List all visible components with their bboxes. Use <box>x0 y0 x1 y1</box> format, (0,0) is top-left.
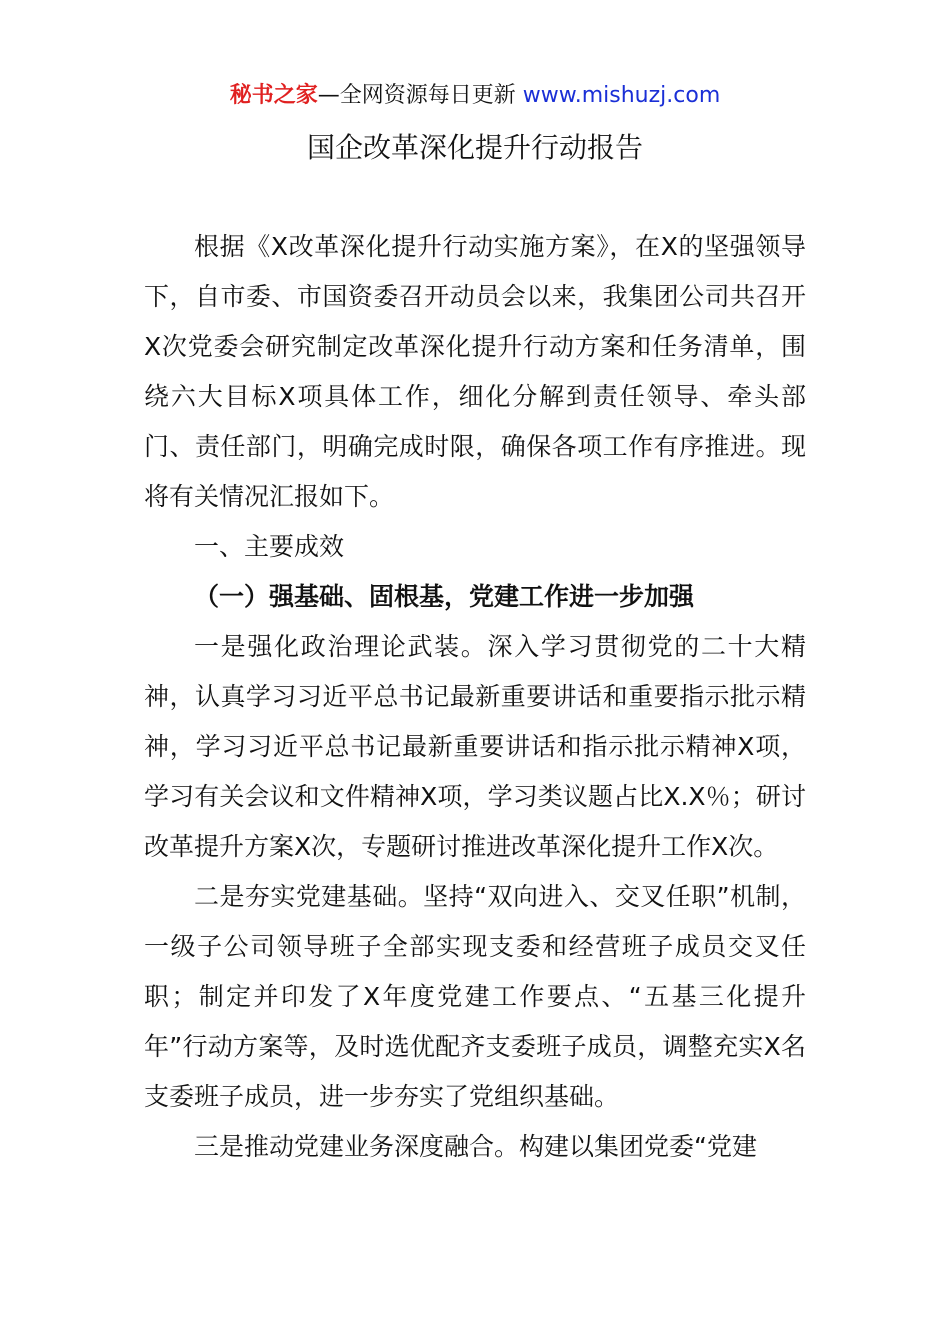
subsection-heading-party-building: （一）强基础、固根基，党建工作进一步加强 <box>194 582 695 611</box>
document-body <box>144 222 806 1172</box>
intro-paragraph: 根据《X改革深化提升行动实施方案》，在X的坚强领导下，自市委、市国资委召开动员会以来，我集团公司共召开X次党委会研究制定改革深化提升行动方案和任务清单，围绕六大目标X项具体工作，细化分解到责任领导、牵头部门、责任部门，明确完成时限，确保各项工作有序推进。现将有关情况汇报如下。 <box>144 232 806 511</box>
banner-brand: 秘书之家 <box>229 83 318 108</box>
paragraph-party-business-integration: 三是推动党建业务深度融合。构建以集团党委“党建 <box>194 1132 757 1161</box>
document-title: 国企改革深化提升行动报告 <box>306 131 643 164</box>
banner-tagline: —全网资源每日更新 <box>317 83 523 108</box>
paragraph-party-foundation: 二是夯实党建基础。坚持“双向进入、交叉任职”机制，一级子公司领导班子全部实现支委和经营班子成员交叉任职；制定并印发了X年度党建工作要点、“五基三化提升年”行动方案等，及时选优配齐支委班子成员，调整充实X名支委班子成员，进一步夯实了党组织基础。 <box>144 882 806 1111</box>
paragraph-political-theory: 一是强化政治理论武装。深入学习贯彻党的二十大精神，认真学习习近平总书记最新重要讲话和重要指示批示精神，学习习近平总书记最新重要讲话和指示批示精神X项，学习有关会议和文件精神X项，学习类议题占比X.X％；研讨改革提升方案X次，专题研讨推进改革深化提升工作X次。 <box>144 632 806 861</box>
section-heading-main-results: 一、主要成效 <box>194 532 345 561</box>
site-banner <box>0 78 950 114</box>
banner-url[interactable]: www.mishuzj.com <box>522 83 721 108</box>
